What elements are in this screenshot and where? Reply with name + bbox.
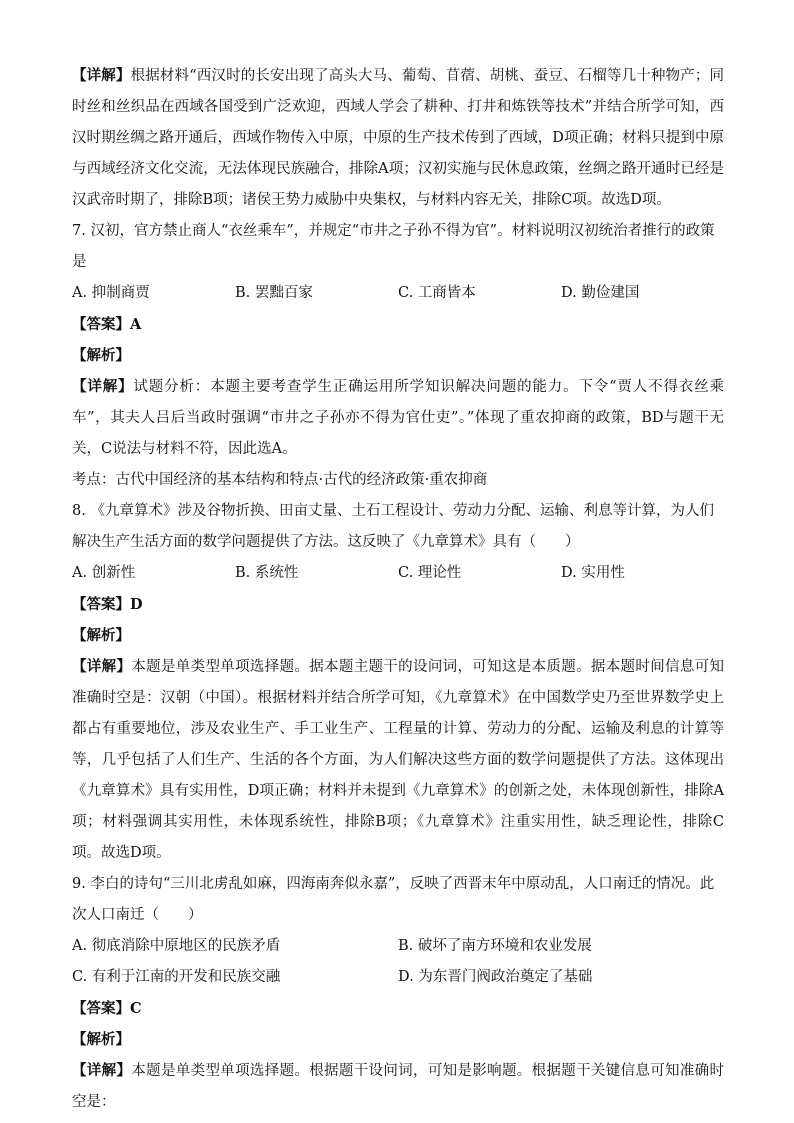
option-b: B. 系统性 — [235, 565, 299, 581]
answer-q7: 【答案】A — [72, 316, 142, 333]
option-d: D. 勤俭建国 — [561, 285, 640, 301]
test-point-q7: 考点：古代中国经济的基本结构和特点·古代的经济政策·重农抑商 — [72, 472, 488, 488]
option-d: D. 为东晋门阀政治奠定了基础 — [398, 969, 593, 985]
analysis-label-q7: 【解析】 — [72, 347, 130, 364]
answer-q9: 【答案】C — [72, 1000, 142, 1017]
explanation-q8 — [72, 651, 724, 869]
option-a: A. 抑制商贾 — [72, 285, 150, 301]
question-7: 7. 汉初，官方禁止商人“衣丝乘车”，并规定“市井之子孙不得为官”。材料说明汉初统治者推行的政策是 — [72, 223, 715, 270]
options-q8 — [72, 558, 724, 589]
explanation-q7 — [72, 371, 724, 465]
option-c: C. 工商皆本 — [398, 285, 476, 301]
option-d: D. 实用性 — [561, 565, 625, 581]
explanation-text: 试题分析：本题主要考查学生正确运用所学知识解决问题的能力。下令“贾人不得衣丝乘车”，其夫人吕后当政时强调“市井之子孙亦不得为官仕吏”。”体现了重农抑商的政策，BD与题干无关，C说法与材料不符，因此选A。 — [72, 379, 724, 457]
explanation-q6 — [72, 60, 724, 216]
explanation-tag: 【详解】 — [72, 1062, 132, 1079]
option-a: A. 创新性 — [72, 565, 136, 581]
question-9: 9. 李白的诗句“三川北虏乱如麻，四海南奔似永嘉”，反映了西晋末年中原动乱，人口南迁的情况。此次人口南迁（ ） — [72, 876, 715, 923]
options-q7 — [72, 278, 724, 309]
option-c: C. 理论性 — [398, 565, 462, 581]
option-b: B. 罢黜百家 — [235, 285, 313, 301]
analysis-label-q9: 【解析】 — [72, 1031, 130, 1048]
document-content — [72, 60, 724, 1118]
explanation-text: 本题是单类型单项选择题。据本题主题干的设问词，可知这是本质题。据本题时间信息可知准确时空是：汉朝（中国）。根据材料并结合所学可知，《九章算术》在中国数学史乃至世界数学史上都占有重要地位，涉及农业生产、手工业生产、工程量的计算、劳动力的分配、运输及利息的计算等等，几乎包括了人们生产、生活的各个方面，为人们解决这些方面的数学问题提供了方法。这体现出《九章算术》具有实用性，D项正确；材料并未提到《九章算术》的创新之处，未体现创新性，排除A项；材料强调其实用性，未体现系统性，排除B项；《九章算术》注重实用性，缺乏理论性，排除C项。故选D项。 — [72, 659, 725, 861]
explanation-q9 — [72, 1055, 724, 1118]
option-a: A. 彻底消除中原地区的民族矛盾 — [72, 938, 281, 954]
analysis-label-q8: 【解析】 — [72, 627, 130, 644]
explanation-tag: 【详解】 — [72, 67, 131, 84]
options-q9-row1 — [72, 931, 724, 962]
options-q9-row2 — [72, 962, 724, 993]
explanation-tag: 【详解】 — [72, 658, 132, 675]
question-8: 8. 《九章算术》涉及谷物折换、田亩丈量、土石工程设计、劳动力分配、运输、利息等计算，为人们解决生产生活方面的数学问题提供了方法。这反映了《九章算术》具有（ ） — [72, 503, 714, 550]
option-b: B. 破坏了南方环境和农业发展 — [398, 938, 592, 954]
explanation-text: 本题是单类型单项选择题。根据题干设问词，可知是影响题。根据题干关键信息可知准确时空是： — [72, 1063, 725, 1110]
explanation-tag: 【详解】 — [72, 378, 134, 395]
explanation-text: 根据材料“西汉时的长安出现了高头大马、葡萄、苜蓿、胡桃、蚕豆、石榴等几十种物产；同时丝和丝织品在西域各国受到广泛欢迎，西域人学会了耕种、打井和炼铁等技术”并结合所学可知，西汉时期丝绸之路开通后，西域作物传入中原，中原的生产技术传到了西域，D项正确；材料只提到中原与西域经济文化交流，无法体现民族融合，排除A项；汉初实施与民休息政策，丝绸之路开通时已经是汉武帝时期了，排除B项；诸侯王势力威胁中央集权，与材料内容无关，排除C项。故选D项。 — [72, 68, 724, 208]
answer-q8: 【答案】D — [72, 596, 143, 613]
option-c: C. 有利于江南的开发和民族交融 — [72, 969, 281, 985]
